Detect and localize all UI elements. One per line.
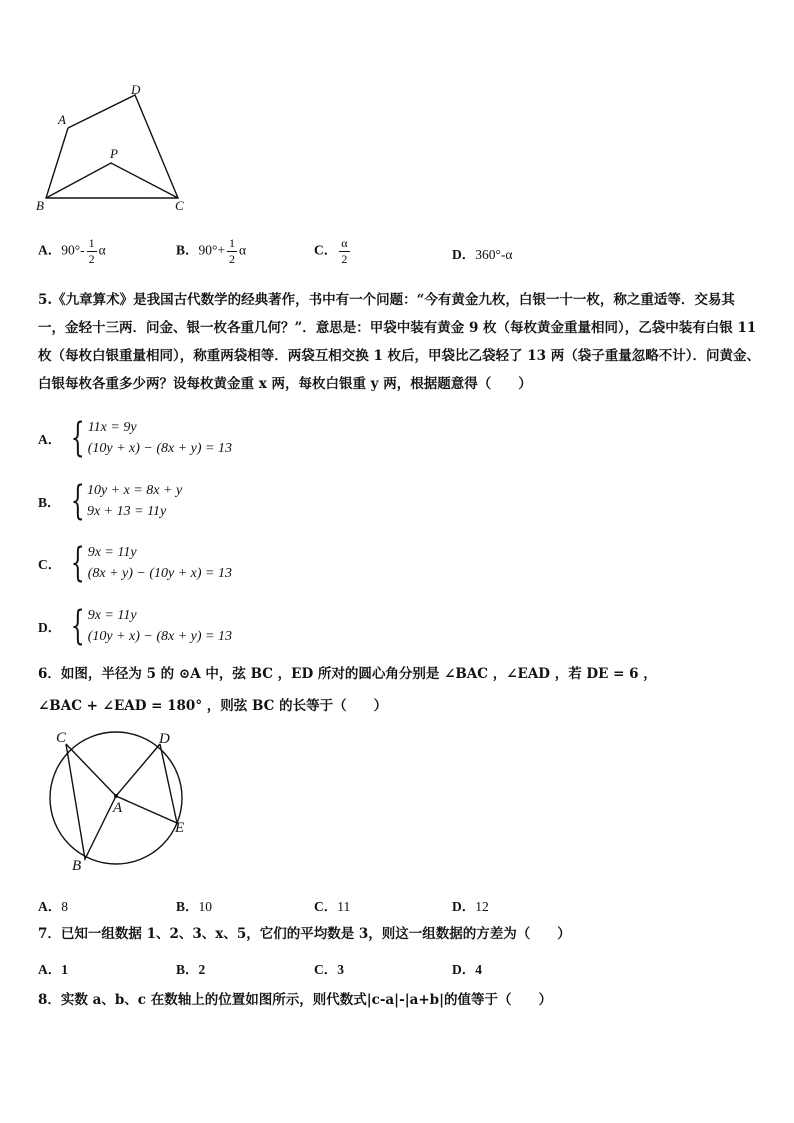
- option-label: C．: [38, 557, 62, 572]
- equation-2: 9x + 13 = 11y: [86, 504, 167, 519]
- q6-option-c[interactable]: [314, 895, 350, 915]
- vertex-d-label: D: [131, 82, 141, 97]
- q5-option-d[interactable]: [38, 605, 232, 647]
- q5-option-c[interactable]: [38, 542, 232, 584]
- q7-option-b[interactable]: [176, 958, 205, 978]
- circle-figure: [40, 728, 200, 878]
- q4-option-b[interactable]: [176, 236, 246, 267]
- equation-1: 11x = 9y: [87, 420, 137, 435]
- denominator: 2: [341, 252, 348, 266]
- point-p-label: P: [110, 146, 118, 161]
- option-value: 2: [198, 962, 206, 977]
- vertex-b-label: B: [36, 198, 44, 213]
- option-suffix: α: [239, 242, 247, 258]
- circle-point-d-label: D: [159, 731, 170, 747]
- option-value: 1: [61, 962, 68, 977]
- question-8: 8．实数 a、b、c 在数轴上的位置如图所示，则代数式|c-a|-|a+b|的值等于（ ）: [38, 992, 553, 1008]
- option-label: B．: [38, 495, 61, 510]
- vertex-a-label: A: [58, 112, 66, 127]
- q7-option-c[interactable]: [314, 958, 344, 978]
- q5-line-2: 一，金轻十三两．问金、银一枚各重几何？”．意思是：甲袋中装有黄金 9 枚（每枚黄金重量相同），乙袋中装有白银 11: [38, 320, 757, 336]
- numerator: 1: [229, 236, 236, 250]
- option-value: 8: [61, 899, 68, 914]
- option-label: A．: [38, 962, 62, 977]
- option-label: C．: [314, 242, 338, 258]
- equations: [88, 417, 232, 459]
- option-label: C．: [314, 899, 338, 914]
- q6-option-b[interactable]: [176, 895, 212, 915]
- option-label: C．: [314, 962, 338, 977]
- question-6: [38, 660, 768, 720]
- q6-line-1: 6．如图，半径为 5 的 ⊙A 中，弦 BC ，ED 所对的圆心角分别是 ∠BAC ，∠EAD ，若 DE = 6 ，: [38, 666, 657, 682]
- circle-point-c-label: C: [56, 730, 67, 746]
- circle-center-a-label: A: [113, 800, 123, 816]
- equation-2: (10y + x) − (8x + y) = 13: [87, 629, 232, 644]
- equation-2: (8x + y) − (10y + x) = 13: [87, 566, 232, 581]
- circle-point-b-label: B: [72, 858, 82, 874]
- option-label: A．: [38, 242, 62, 258]
- brace-icon: {: [70, 540, 85, 586]
- option-label: D．: [452, 962, 476, 977]
- denominator: 2: [88, 252, 95, 266]
- brace-icon: {: [70, 603, 85, 649]
- option-suffix: α: [98, 242, 106, 258]
- circle-point-e-label: E: [175, 820, 185, 836]
- brace-icon: {: [70, 415, 85, 461]
- option-prefix: 90°+: [198, 242, 226, 258]
- q6-line-2: ∠BAC + ∠EAD = 180° ，则弦 BC 的长等于（ ）: [38, 698, 388, 714]
- option-label: B．: [176, 962, 199, 977]
- option-label: B．: [176, 242, 199, 258]
- option-value: 11: [337, 899, 351, 914]
- quadrilateral-figure: [30, 80, 200, 220]
- numerator: 1: [88, 236, 95, 250]
- option-text: 360°-α: [475, 247, 513, 262]
- q4-option-d[interactable]: [452, 243, 512, 263]
- option-label: B．: [176, 899, 199, 914]
- equations: [87, 480, 182, 522]
- q5-line-1: 5.《九章算术》是我国古代数学的经典著作，书中有一个问题：“今有黄金九枚，白银一十一枚，称之重适等．交易其: [38, 292, 735, 308]
- q5-option-a[interactable]: [38, 417, 232, 459]
- equations: [88, 605, 232, 647]
- option-value: 10: [198, 899, 213, 914]
- equation-system: [38, 542, 232, 584]
- option-label: D．: [38, 620, 62, 635]
- equation-1: 9x = 11y: [87, 608, 137, 623]
- question-7: 7．已知一组数据 1、2、3、x、5，它们的平均数是 3，则这一组数据的方差为（ ）: [38, 926, 571, 942]
- q7-option-a[interactable]: [38, 958, 68, 978]
- option-value: 3: [337, 962, 344, 977]
- denominator: 2: [229, 252, 236, 266]
- fraction: [339, 236, 349, 267]
- q4-option-a[interactable]: [38, 236, 106, 267]
- option-label: A．: [38, 432, 62, 447]
- q5-line-4: 白银每枚各重多少两？设每枚黄金重 x 两，每枚白银重 y 两，根据题意得（ ）: [38, 376, 532, 392]
- numerator: α: [341, 236, 348, 250]
- equation-1: 10y + x = 8x + y: [86, 483, 183, 498]
- option-value: 4: [475, 962, 482, 977]
- fraction: [227, 236, 237, 267]
- q4-option-c[interactable]: [314, 236, 352, 267]
- option-label: A．: [38, 899, 62, 914]
- question-5: [38, 286, 768, 398]
- equation-system: [38, 605, 232, 647]
- q5-line-3: 枚（每枚白银重量相同），称重两袋相等．两袋互相交换 1 枚后，甲袋比乙袋轻了 13 两（袋子重量忽略不计）．问黄金、: [38, 348, 760, 364]
- vertex-c-label: C: [175, 198, 184, 213]
- option-label: D．: [452, 247, 476, 262]
- equations: [88, 542, 232, 584]
- option-label: D．: [452, 899, 476, 914]
- q7-option-d[interactable]: [452, 958, 482, 978]
- equation-1: 9x = 11y: [87, 545, 137, 560]
- option-value: 12: [475, 899, 489, 914]
- equation-2: (10y + x) − (8x + y) = 13: [87, 441, 232, 456]
- brace-icon: {: [70, 478, 85, 524]
- q6-option-a[interactable]: [38, 895, 68, 915]
- equation-system: [38, 480, 182, 522]
- q6-option-d[interactable]: [452, 895, 489, 915]
- equation-system: [38, 417, 232, 459]
- option-prefix: 90°-: [61, 242, 85, 258]
- fraction: [87, 236, 97, 267]
- q5-option-b[interactable]: [38, 480, 182, 522]
